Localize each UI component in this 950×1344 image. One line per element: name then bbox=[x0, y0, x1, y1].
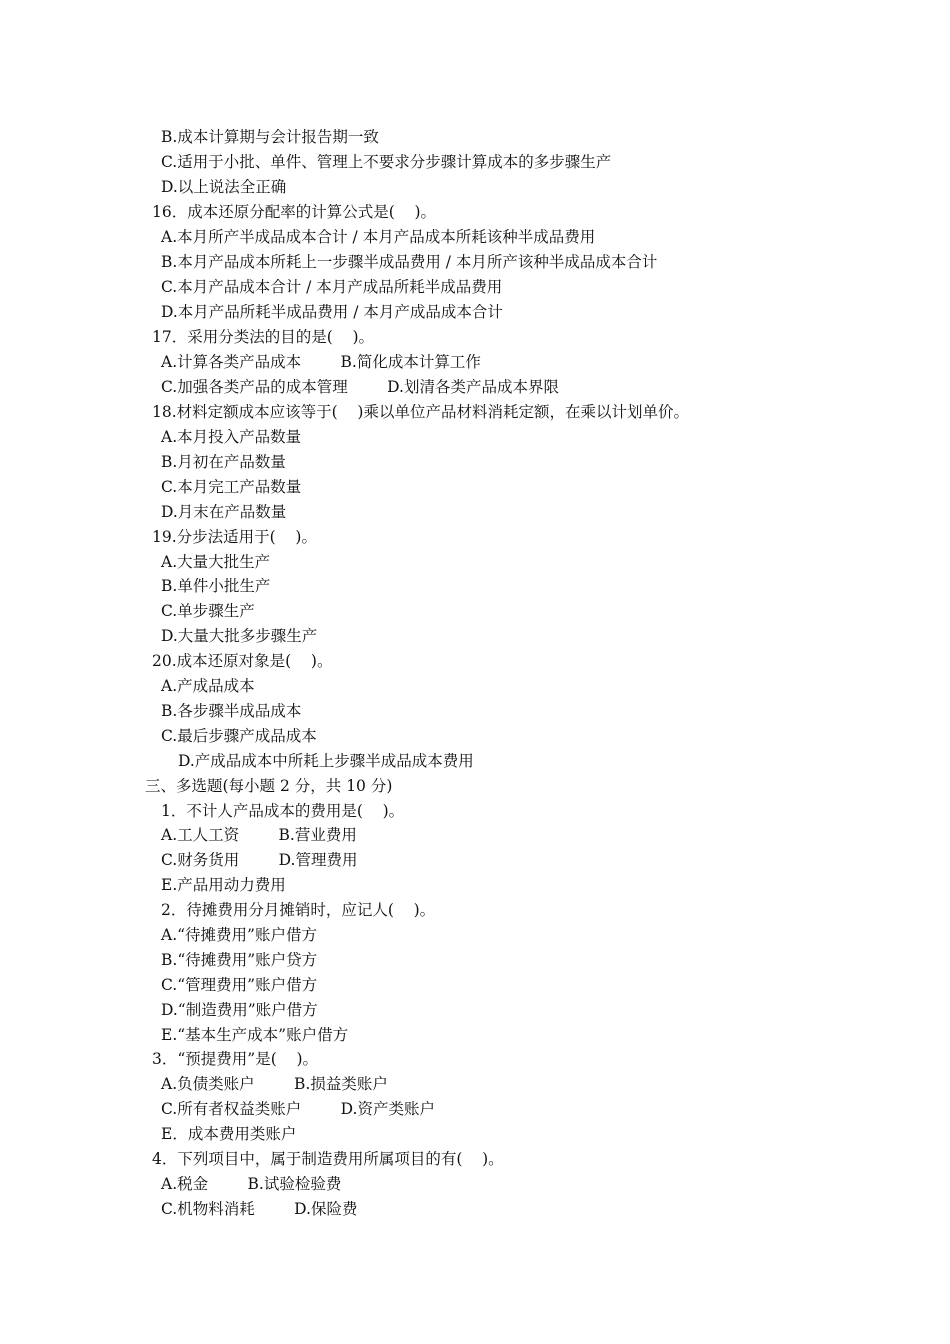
option-line: C.最后步骤产成品成本 bbox=[161, 727, 317, 745]
question-line: 18.材料定额成本应该等于( )乘以单位产品材料消耗定额，在乘以计划单价。 bbox=[152, 403, 689, 421]
option-line: D.产成品成本中所耗上步骤半成品成本费用 bbox=[178, 752, 474, 770]
option-line: D.以上说法全正确 bbox=[161, 178, 287, 196]
section-heading: 三、多选题(每小题 2 分，共 10 分) bbox=[145, 777, 393, 795]
option-line: C.适用于小批、单件、管理上不要求分步骤计算成本的多步骤生产 bbox=[161, 153, 612, 171]
option-line: A.负债类账户 B.损益类账户 bbox=[161, 1075, 388, 1093]
option-line: C.本月产品成本合计 / 本月产成品所耗半成品费用 bbox=[161, 278, 503, 296]
question-line: 3．“预提费用”是( )。 bbox=[152, 1050, 319, 1068]
question-line: 19.分步法适用于( )。 bbox=[152, 528, 317, 546]
option-line: C.财务货用 D.管理费用 bbox=[161, 851, 358, 869]
question-line: 4．下列项目中，属于制造费用所属项目的有( )。 bbox=[152, 1150, 504, 1168]
option-line: B.成本计算期与会计报告期一致 bbox=[161, 128, 379, 146]
option-line: E.“基本生产成本”账户借方 bbox=[161, 1026, 349, 1044]
option-line: E．成本费用类账户 bbox=[161, 1125, 297, 1143]
option-line: C.本月完工产品数量 bbox=[161, 478, 302, 496]
option-line: B.“待摊费用”账户贷方 bbox=[161, 951, 318, 969]
question-line: 2．待摊费用分月摊销时，应记人( )。 bbox=[161, 901, 436, 919]
option-line: C.机物料消耗 D.保险费 bbox=[161, 1200, 358, 1218]
question-line: 20.成本还原对象是( )。 bbox=[152, 652, 333, 670]
option-line: D.本月产品所耗半成品费用 / 本月产成品成本合计 bbox=[161, 303, 503, 321]
option-line: A.产成品成本 bbox=[161, 677, 255, 695]
option-line: C.加强各类产品的成本管理 D.划清各类产品成本界限 bbox=[161, 378, 559, 396]
option-line: B.月初在产品数量 bbox=[161, 453, 286, 471]
option-line: D.“制造费用”账户借方 bbox=[161, 1001, 318, 1019]
question-line: 1．不计人产品成本的费用是( )。 bbox=[161, 802, 405, 820]
option-line: C.“管理费用”账户借方 bbox=[161, 976, 318, 994]
option-line: A.本月投入产品数量 bbox=[161, 428, 302, 446]
option-line: A.工人工资 B.营业费用 bbox=[161, 826, 357, 844]
question-line: 16．成本还原分配率的计算公式是( )。 bbox=[152, 203, 437, 221]
option-line: B.各步骤半成品成本 bbox=[161, 702, 302, 720]
option-line: A.税金 B.试验检验费 bbox=[161, 1175, 342, 1193]
option-line: A.计算各类产品成本 B.简化成本计算工作 bbox=[161, 353, 481, 371]
option-line: A.“待摊费用”账户借方 bbox=[161, 926, 317, 944]
option-line: E.产品用动力费用 bbox=[161, 876, 286, 894]
option-line: B.单件小批生产 bbox=[161, 577, 271, 595]
option-line: C.单步骤生产 bbox=[161, 602, 255, 620]
option-line: A.大量大批生产 bbox=[161, 553, 271, 571]
option-line: A.本月所产半成品成本合计 / 本月产品成本所耗该种半成品费用 bbox=[161, 228, 596, 246]
option-line: B.本月产品成本所耗上一步骤半成品费用 / 本月所产该种半成品成本合计 bbox=[161, 253, 658, 271]
question-line: 17．采用分类法的目的是( )。 bbox=[152, 328, 375, 346]
option-line: D.月末在产品数量 bbox=[161, 503, 287, 521]
option-line: C.所有者权益类账户 D.资产类账户 bbox=[161, 1100, 435, 1118]
option-line: D.大量大批多步骤生产 bbox=[161, 627, 318, 645]
